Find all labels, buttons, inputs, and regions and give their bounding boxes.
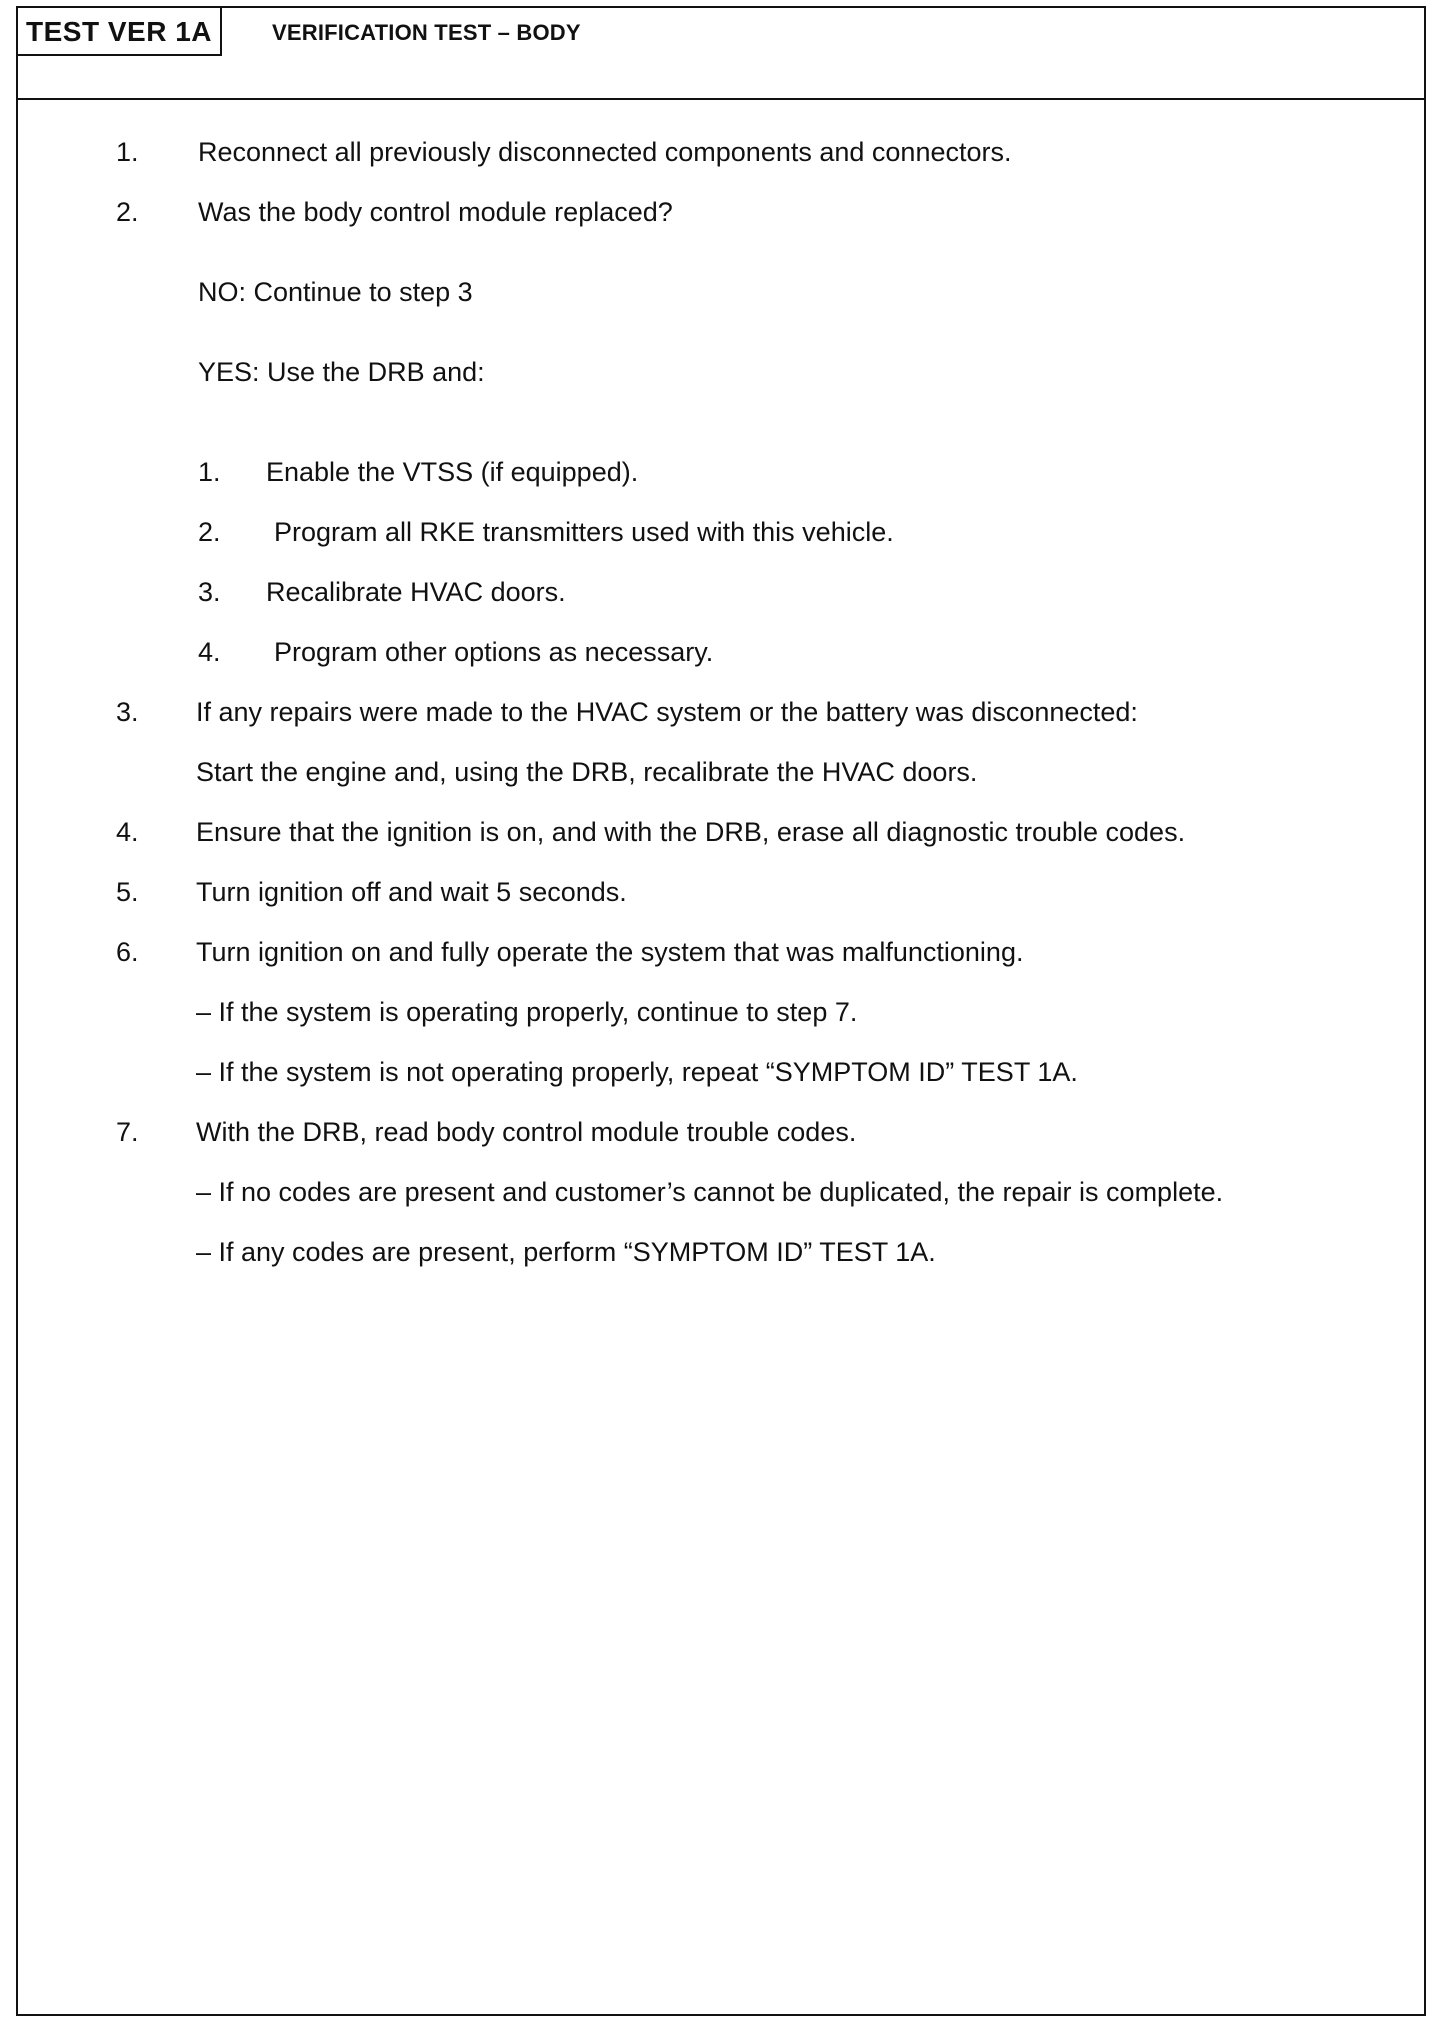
substep-2-number: 2. — [198, 517, 221, 547]
step-1-number: 1. — [116, 137, 139, 167]
step-2-number: 2. — [116, 197, 139, 227]
substep-1-number: 1. — [198, 457, 221, 487]
step-6-number: 6. — [116, 937, 139, 967]
substep-3-text: Recalibrate HVAC doors. — [266, 577, 566, 607]
step-5-text: Turn ignition off and wait 5 seconds. — [196, 877, 627, 907]
step-6-bullet-1: – If the system is operating properly, continue to step 7. — [196, 997, 858, 1027]
header-bar — [18, 8, 1424, 100]
step-4-number: 4. — [116, 817, 139, 847]
step-5-number: 5. — [116, 877, 139, 907]
substep-2-text: Program all RKE transmitters used with this vehicle. — [274, 517, 894, 547]
step-3-text-continued: Start the engine and, using the DRB, recalibrate the HVAC doors. — [196, 757, 978, 787]
step-2-yes-answer: YES: Use the DRB and: — [198, 357, 485, 387]
step-3-number: 3. — [116, 697, 139, 727]
step-6-bullet-2: – If the system is not operating properly, repeat “SYMPTOM ID” TEST 1A. — [196, 1057, 1078, 1087]
test-title: VERIFICATION TEST – BODY — [272, 20, 581, 45]
substep-3-number: 3. — [198, 577, 221, 607]
substep-1-text: Enable the VTSS (if equipped). — [266, 457, 639, 487]
step-3-text: If any repairs were made to the HVAC system or the battery was disconnected: — [196, 697, 1138, 727]
step-6-text: Turn ignition on and fully operate the system that was malfunctioning. — [196, 937, 1024, 967]
step-4-text: Ensure that the ignition is on, and with the DRB, erase all diagnostic trouble codes. — [196, 817, 1186, 847]
step-7-bullet-1: – If no codes are present and customer’s cannot be duplicated, the repair is complete. — [196, 1177, 1224, 1207]
substep-4-text: Program other options as necessary. — [274, 637, 714, 667]
step-2-no-answer: NO: Continue to step 3 — [198, 277, 473, 307]
step-1-text: Reconnect all previously disconnected components and connectors. — [198, 137, 1012, 167]
step-7-number: 7. — [116, 1117, 139, 1147]
substep-4-number: 4. — [198, 637, 221, 667]
step-2-text: Was the body control module replaced? — [198, 197, 673, 227]
step-7-bullet-2: – If any codes are present, perform “SYMPTOM ID” TEST 1A. — [196, 1237, 936, 1267]
test-id-box: TEST VER 1A — [18, 8, 222, 56]
step-7-text: With the DRB, read body control module trouble codes. — [196, 1117, 857, 1147]
